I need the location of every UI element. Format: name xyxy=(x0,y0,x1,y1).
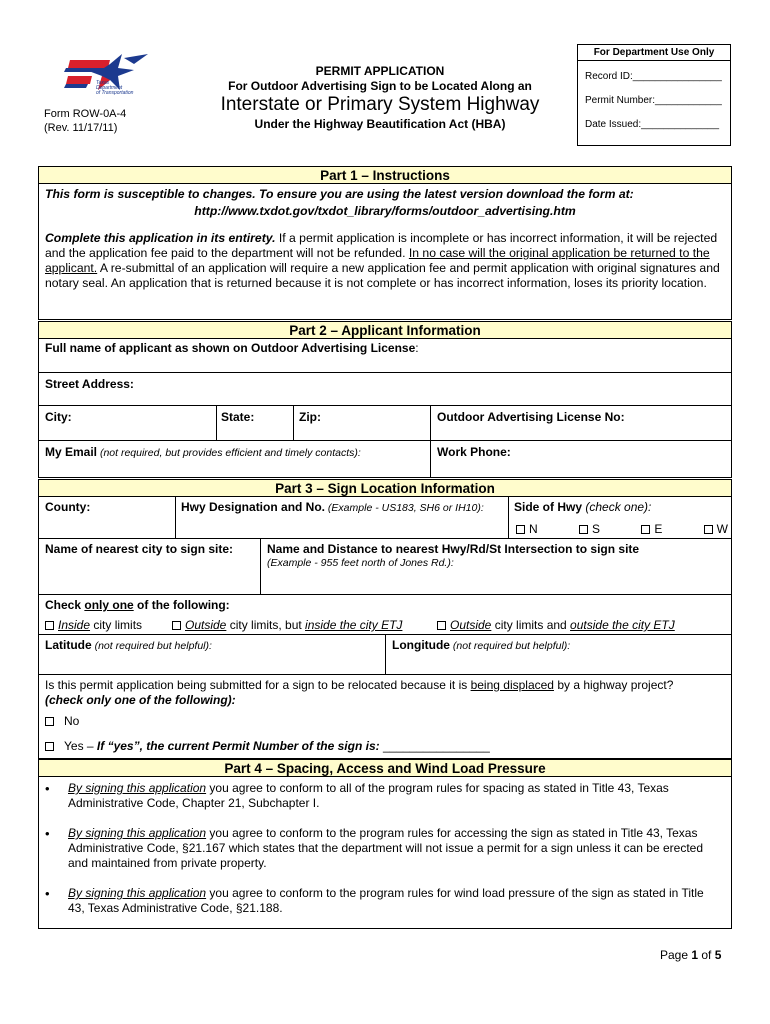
permit-number-field: Permit Number:____________ xyxy=(585,95,722,106)
record-id-field: Record ID:________________ xyxy=(585,71,722,82)
license-number-field[interactable]: Outdoor Advertising License No: xyxy=(437,410,625,424)
dept-use-heading: For Department Use Only xyxy=(578,45,730,61)
part2-heading: Part 2 – Applicant Information xyxy=(38,321,732,339)
part1-instructions xyxy=(38,183,732,320)
side-of-hwy-label: Side of Hwy (check one): xyxy=(514,500,652,514)
form-number: Form ROW-0A-4 xyxy=(44,108,127,120)
street-address-field[interactable]: Street Address: xyxy=(45,377,134,391)
longitude-field[interactable]: Longitude (not required but helpful): xyxy=(392,638,571,652)
checkbox-icon xyxy=(579,525,588,534)
relocation-question: Is this permit application being submitted for a sign to be relocated because it is being displaced by a highway project? (check only one of the following): xyxy=(45,678,674,707)
inside-city-limits-checkbox[interactable]: Inside city limits xyxy=(45,618,142,632)
logo-text-2: Department xyxy=(96,85,123,91)
side-n-checkbox[interactable]: N xyxy=(516,522,538,536)
no-return-notice: In no case will the original application be returned to the applicant. xyxy=(45,246,710,275)
part4-heading: Part 4 – Spacing, Access and Wind Load Pressure xyxy=(38,759,732,777)
work-phone-field[interactable]: Work Phone: xyxy=(437,445,511,459)
spacing-agreement: By signing this application you agree to conform to all of the program rules for spacing as stated in Title 43, Texas Administrative Code, Chapter 21, Subchapter I. xyxy=(68,781,669,810)
title-line-1: PERMIT APPLICATION xyxy=(315,64,445,78)
checkbox-icon xyxy=(45,742,54,751)
zip-field[interactable]: Zip: xyxy=(299,410,321,424)
outside-city-inside-etj-checkbox[interactable]: Outside city limits, but inside the city ETJ xyxy=(172,618,402,632)
checkbox-icon xyxy=(45,717,54,726)
checkbox-icon xyxy=(172,621,181,630)
version-notice: This form is susceptible to changes. To ensure you are using the latest version download the form at: xyxy=(45,187,634,201)
email-field[interactable]: My Email (not required, but provides efficient and timely contacts): xyxy=(45,445,361,459)
outside-city-outside-etj-checkbox[interactable]: Outside city limits and outside the city ETJ xyxy=(437,618,675,632)
access-agreement: By signing this application you agree to conform to the program rules for accessing the sign as stated in Title 43, Texas Administrative Code, §21.167 which states that the department will not issue a permit for a sign unless it can be erected and maintained from private property. xyxy=(68,826,704,870)
side-w-checkbox[interactable]: W xyxy=(704,522,728,536)
relocation-yes-checkbox[interactable]: Yes – If “yes”, the current Permit Number of the sign is: ________________ xyxy=(45,739,490,753)
complete-lead: Complete this application in its entirety. xyxy=(45,231,276,245)
city-field[interactable]: City: xyxy=(45,410,72,424)
checkbox-icon xyxy=(704,525,713,534)
department-use-box xyxy=(577,44,731,146)
title-line-4: Under the Highway Beautification Act (HBA) xyxy=(254,117,506,131)
form-revision: (Rev. 11/17/11) xyxy=(44,122,118,134)
logo-text-1: Texas xyxy=(96,80,110,86)
city-limits-prompt: Check only one of the following: xyxy=(45,598,230,612)
bullet-icon: • xyxy=(45,781,50,796)
title-line-2: For Outdoor Advertising Sign to be Located Along an xyxy=(228,79,532,93)
bullet-icon: • xyxy=(45,886,50,901)
wind-load-agreement: By signing this application you agree to conform to the program rules for wind load pressure of the sign as stated in Title 43, Texas Administrative Code, §21.188. xyxy=(68,886,704,915)
instructions-paragraph: Complete this application in its entirety. If a permit application is incomplete or has incorrect information, it will be rejected and the application fee paid to the department will not be refunded. In no case will the original application be returned to the applicant. A re-submittal of an application will require a new application fee and permit application with original signatures and notary seal. An application that is returned because it is not complete or has incorrect information, loses its priority location. xyxy=(45,231,720,290)
page-indicator: Page 1 of 5 xyxy=(660,948,722,962)
intersection-field[interactable]: Name and Distance to nearest Hwy/Rd/St Intersection to sign site (Example - 955 feet north of Jones Rd.): xyxy=(267,542,640,569)
checkbox-icon xyxy=(641,525,650,534)
part1-heading: Part 1 – Instructions xyxy=(38,166,732,184)
page-title: Interstate or Primary System Highway xyxy=(220,94,540,115)
checkbox-icon xyxy=(45,621,54,630)
checkbox-icon xyxy=(516,525,525,534)
county-field[interactable]: County: xyxy=(45,500,91,514)
nearest-city-field[interactable]: Name of nearest city to sign site: xyxy=(45,542,234,556)
state-field[interactable]: State: xyxy=(221,410,255,424)
part3-heading: Part 3 – Sign Location Information xyxy=(38,479,732,497)
date-issued-field: Date Issued:______________ xyxy=(585,119,720,130)
bullet-icon: • xyxy=(45,826,50,841)
side-s-checkbox[interactable]: S xyxy=(579,522,600,536)
checkbox-icon xyxy=(437,621,446,630)
form-url: http://www.txdot.gov/txdot_library/forms/outdoor_advertising.htm xyxy=(194,204,576,218)
logo-text-3: of Transportation xyxy=(96,90,134,96)
full-name-field[interactable]: Full name of applicant as shown on Outdoor Advertising License: xyxy=(45,341,419,355)
hwy-designation-field[interactable]: Hwy Designation and No. (Example - US183, SH6 or IH10): xyxy=(181,500,484,514)
side-e-checkbox[interactable]: E xyxy=(641,522,662,536)
side-of-hwy-options xyxy=(516,522,728,536)
latitude-field[interactable]: Latitude (not required but helpful): xyxy=(45,638,212,652)
relocation-no-checkbox[interactable]: No xyxy=(45,714,79,728)
